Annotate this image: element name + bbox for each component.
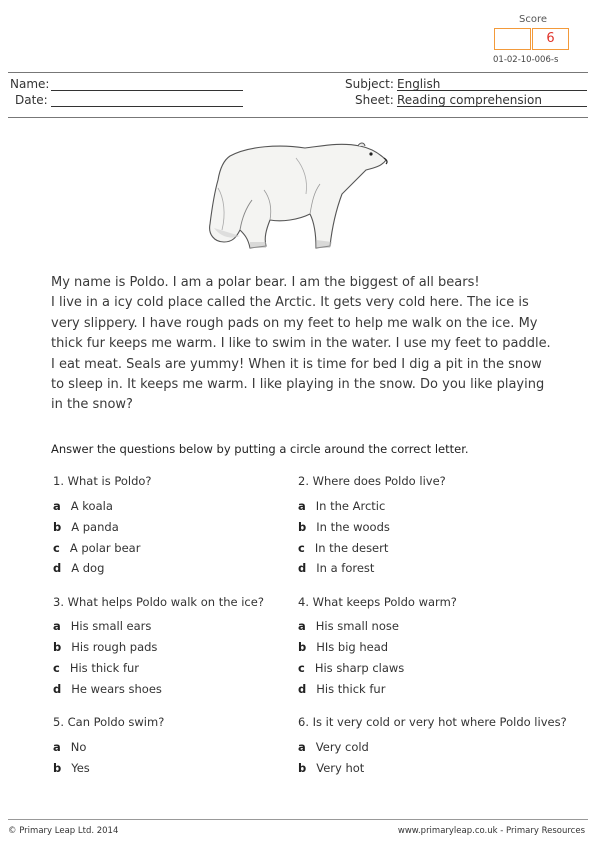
date-field[interactable] — [51, 106, 243, 107]
option-text: Very hot — [316, 761, 365, 775]
option-letter: b — [53, 520, 62, 534]
option-letter: c — [298, 661, 305, 675]
footer-rule — [8, 819, 588, 820]
header-rule-top — [8, 72, 588, 73]
option-letter: d — [53, 561, 62, 575]
option-text: No — [70, 740, 87, 754]
option-letter: b — [53, 761, 62, 775]
subject-label: Subject: — [345, 77, 394, 91]
option-text: His small nose — [315, 619, 399, 633]
worksheet-code: 01-02-10-006-s — [493, 55, 559, 65]
answer-option[interactable] — [53, 657, 139, 676]
option-letter: a — [298, 740, 306, 754]
option-text: A koala — [70, 499, 113, 513]
answer-option[interactable] — [53, 516, 119, 535]
copyright: © Primary Leap Ltd. 2014 — [8, 826, 119, 836]
reading-passage — [51, 273, 551, 416]
polar-bear-illustration — [200, 138, 395, 253]
sheet-underline — [397, 106, 587, 107]
answer-option[interactable] — [53, 678, 162, 697]
answer-option[interactable] — [298, 516, 390, 535]
answer-option[interactable] — [298, 678, 385, 697]
score-box-empty — [494, 28, 531, 50]
answer-option[interactable] — [53, 736, 86, 755]
option-letter: b — [298, 640, 307, 654]
question-6: 6. Is it very cold or very hot where Poldo lives? — [298, 715, 567, 729]
header-rule-bottom — [8, 117, 588, 118]
option-letter: a — [53, 499, 61, 513]
question-2: 2. Where does Poldo live? — [298, 474, 446, 488]
answer-option[interactable] — [298, 495, 385, 514]
sheet-value: Reading comprehension — [397, 93, 542, 107]
answer-option[interactable] — [53, 495, 113, 514]
option-text: He wears shoes — [71, 682, 162, 696]
option-text: In the Arctic — [315, 499, 386, 513]
option-text: A panda — [71, 520, 119, 534]
option-letter: c — [53, 541, 60, 555]
answer-option[interactable] — [298, 557, 374, 576]
subject-value: English — [397, 77, 441, 91]
answer-option[interactable] — [298, 657, 404, 676]
sheet-label: Sheet: — [355, 93, 394, 107]
option-text: His sharp claws — [314, 661, 405, 675]
question-1: 1. What is Poldo? — [53, 474, 152, 488]
score-value: 6 — [532, 28, 569, 50]
option-text: A dog — [71, 561, 105, 575]
answer-option[interactable] — [53, 557, 104, 576]
subject-underline — [397, 90, 587, 91]
question-3: 3. What helps Poldo walk on the ice? — [53, 595, 264, 609]
name-label: Name: — [10, 77, 50, 91]
option-letter: b — [298, 761, 307, 775]
option-text: A polar bear — [69, 541, 141, 555]
option-letter: b — [298, 520, 307, 534]
option-text: Yes — [71, 761, 90, 775]
answer-option[interactable] — [298, 757, 364, 776]
answer-option[interactable] — [298, 615, 399, 634]
option-letter: a — [298, 499, 306, 513]
passage-text: My name is Poldo. I am a polar bear. I am the biggest of all bears! I live in a icy cold place called the Arctic. It gets very cold here. The ice is very slippery. I have rough pads on my feet to help me walk on the ice. My thick fur keeps me warm. I like to swim in the water. I use my feet to paddle. I eat meat. Seals are yummy! When it is time for bed I dig a pit in the snow to sleep in. It keeps me warm. I like playing in the snow. Do you like playing in the snow? — [51, 275, 551, 413]
answer-option[interactable] — [298, 736, 369, 755]
answer-option[interactable] — [298, 537, 388, 556]
name-field[interactable] — [51, 90, 243, 91]
question-4: 4. What keeps Poldo warm? — [298, 595, 457, 609]
option-letter: b — [53, 640, 62, 654]
option-letter: a — [298, 619, 306, 633]
score-label: Score — [519, 14, 548, 25]
option-text: In the woods — [316, 520, 390, 534]
instructions: Answer the questions below by putting a circle around the correct letter. — [51, 442, 469, 456]
answer-option[interactable] — [53, 636, 157, 655]
date-label: Date: — [15, 93, 48, 107]
option-letter: d — [298, 682, 307, 696]
option-letter: d — [298, 561, 307, 575]
option-text: In a forest — [316, 561, 375, 575]
answer-option[interactable] — [53, 757, 90, 776]
answer-option[interactable] — [53, 537, 140, 556]
footer-website[interactable]: www.primaryleap.co.uk - Primary Resources — [397, 826, 585, 836]
option-text: Very cold — [315, 740, 369, 754]
answer-option[interactable] — [298, 636, 388, 655]
option-letter: a — [53, 619, 61, 633]
answer-option[interactable] — [53, 615, 151, 634]
option-text: His small ears — [70, 619, 152, 633]
option-letter: a — [53, 740, 61, 754]
option-letter: d — [53, 682, 62, 696]
option-text: His thick fur — [69, 661, 140, 675]
option-text: HIs big head — [316, 640, 389, 654]
option-text: His rough pads — [71, 640, 158, 654]
question-5: 5. Can Poldo swim? — [53, 715, 165, 729]
option-letter: c — [53, 661, 60, 675]
option-text: His thick fur — [316, 682, 386, 696]
option-letter: c — [298, 541, 305, 555]
option-text: In the desert — [314, 541, 389, 555]
